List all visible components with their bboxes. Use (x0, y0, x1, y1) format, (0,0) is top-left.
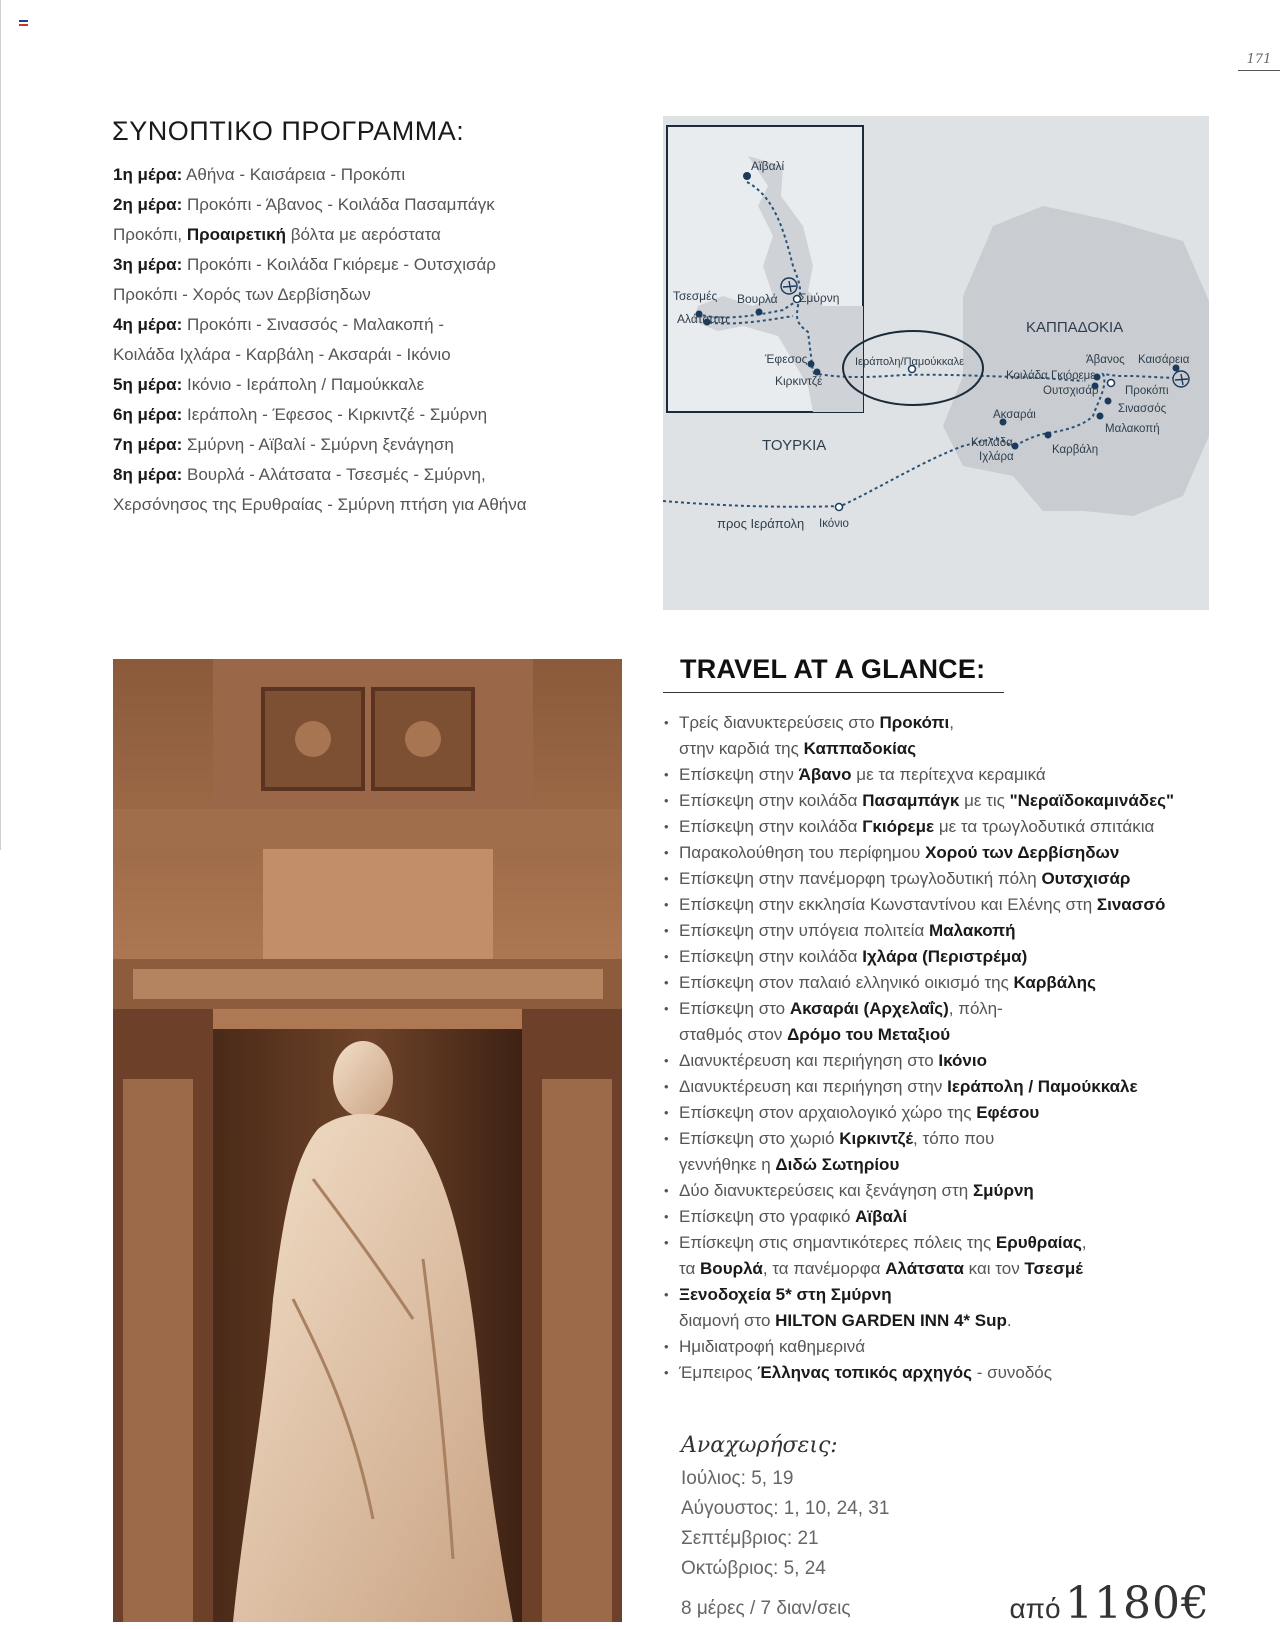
glance-highlight: Ξενοδοχεία 5* στη Σμύρνη (679, 1285, 892, 1304)
glance-text: Επίσκεψη στην εκκλησία Κωνσταντίνου και Ελένης στη (679, 895, 1097, 914)
glance-highlight: Ιεράπολη / Παμούκκαλε (947, 1077, 1138, 1096)
schedule-text: Ιεράπολη - Έφεσος - Κιρκιντζέ - Σμύρνη (182, 405, 488, 424)
label-ixlara-1: Κοιλάδα (971, 437, 1013, 449)
label-malakopi: Μαλακοπή (1105, 423, 1160, 435)
glance-title: TRAVEL AT A GLANCE: (680, 654, 986, 684)
glance-text: Δύο διανυκτερεύσεις και ξενάγηση στη (679, 1181, 973, 1200)
glance-highlight: Χορού των Δερβίσηδων (925, 843, 1120, 862)
label-prokopi: Προκόπι (1125, 385, 1169, 397)
route-map (663, 116, 1209, 610)
glance-item (664, 1204, 1224, 1230)
glance-item (664, 1126, 1224, 1152)
glance-highlight: Έλληνας τοπικός αρχηγός (757, 1363, 972, 1382)
glance-item (664, 1256, 1224, 1282)
schedule-text: Προκόπι - Χορός των Δερβίσηδων (113, 285, 371, 304)
label-aksarai: Ακσαράι (993, 409, 1036, 421)
glance-text: Διανυκτέρευση και περιήγηση στην (679, 1077, 948, 1096)
glance-highlight: Άβανο (798, 765, 852, 784)
departure-line: Οκτώβριος: 5, 24 (681, 1558, 826, 1579)
glance-highlight: Κιρκιντζέ (839, 1129, 914, 1148)
glance-item (664, 944, 1224, 970)
glance-item (664, 1074, 1224, 1100)
glance-text: με τα περίτεχνα κεραμικά (851, 765, 1046, 784)
schedule-day-label: 2η μέρα: (113, 195, 183, 214)
label-kirkintze: Κιρκιντζέ (775, 374, 823, 388)
glance-text: Επίσκεψη στην κοιλάδα (679, 791, 863, 810)
glance-text: Επίσκεψη στις σημαντικότερες πόλεις της (679, 1233, 996, 1252)
departures-title: Αναχωρήσεις: (681, 1433, 838, 1458)
schedule-day-label: 6η μέρα: (113, 405, 183, 424)
price (1009, 1578, 1210, 1629)
glance-item (664, 788, 1224, 814)
schedule-day-label: 4η μέρα: (113, 315, 183, 334)
glance-text: με τα τρωγλοδυτικά σπιτάκια (934, 817, 1155, 836)
glance-text: , (1081, 1233, 1087, 1252)
flag-stripe (19, 24, 28, 26)
statue-photo-art (113, 659, 622, 1622)
glance-text: Επίσκεψη στην κοιλάδα (679, 817, 863, 836)
schedule-text: Αθήνα - Καισάρεια - Προκόπι (182, 165, 406, 184)
schedule-day-label: 1η μέρα: (113, 165, 183, 184)
label-kappadokia: ΚΑΠΠΑΔΟΚΙΑ (1026, 319, 1124, 336)
glance-highlight: Ερυθραίας (995, 1233, 1082, 1252)
glance-text: και τον (963, 1259, 1025, 1278)
schedule-day-label: 5η μέρα: (113, 375, 183, 394)
label-kaisareia: Καισάρεια (1138, 354, 1190, 366)
glance-list (664, 710, 1224, 1386)
glance-item (664, 1100, 1224, 1126)
glance-text: Επίσκεψη στον παλαιό ελληνικό οικισμό της (679, 973, 1014, 992)
label-sinassos: Σινασσός (1118, 403, 1167, 415)
glance-item (664, 1022, 1224, 1048)
glance-text: Επίσκεψη στο χωριό (679, 1129, 840, 1148)
label-smyrni: Σμύρνη (799, 291, 840, 305)
glance-highlight: Διδώ Σωτηρίου (775, 1155, 900, 1174)
glance-highlight: Καρβάλης (1013, 973, 1096, 992)
label-tourkia: ΤΟΥΡΚΙΑ (762, 437, 827, 454)
glance-highlight: "Νεραϊδοκαμινάδες" (1009, 791, 1175, 810)
glance-text: Τρείς διανυκτερεύσεις στο (679, 713, 880, 732)
glance-highlight: Προκόπι (879, 713, 950, 732)
glance-text: γεννήθηκε η (679, 1155, 776, 1174)
glance-highlight: Αϊβαλί (855, 1207, 908, 1226)
label-goreme: Κοιλάδα Γκιόρεμε (1006, 370, 1096, 382)
schedule-line (113, 190, 633, 220)
glance-text: Επίσκεψη στο (679, 999, 790, 1018)
schedule-text: Βουρλά - Αλάτσατα - Τσεσμές - Σμύρνη, (182, 465, 486, 484)
schedule-text: Προκόπι, (113, 225, 187, 244)
glance-text: Επίσκεψη στην πανέμορφη τρωγλοδυτική πόλη (679, 869, 1042, 888)
glance-highlight: HILTON GARDEN INN 4* Sup (775, 1311, 1007, 1330)
glance-highlight: Ιχλάρα (Περιστρέμα) (862, 947, 1028, 966)
label-pros-ierapoli: προς Ιεράπολη (717, 516, 805, 531)
departure-line: Ιούλιος: 5, 19 (681, 1468, 794, 1489)
label-tsesmes: Τσεσμές (673, 289, 718, 303)
label-karvali: Καρβάλη (1052, 444, 1099, 456)
schedule-text: βόλτα με αερόστατα (286, 225, 441, 244)
price-prefix: από (1009, 1593, 1061, 1624)
schedule-day-label: 8η μέρα: (113, 465, 183, 484)
schedule-line (113, 340, 633, 370)
schedule-text: Προκόπι - Άβανος - Κοιλάδα Πασαμπάγκ (182, 195, 495, 214)
glance-text: σταθμός στον (679, 1025, 788, 1044)
schedule-line (113, 280, 633, 310)
glance-item (664, 970, 1224, 996)
glance-text: τα (679, 1259, 701, 1278)
schedule-line (113, 430, 633, 460)
glance-item (664, 892, 1224, 918)
schedule-text: Προκόπι - Κοιλάδα Γκιόρεμε - Ουτσχισάρ (182, 255, 496, 274)
glance-title-rule (663, 692, 1004, 693)
glance-item (664, 866, 1224, 892)
schedule-line (113, 220, 633, 250)
glance-text: Επίσκεψη στην υπόγεια πολιτεία (679, 921, 930, 940)
glance-highlight: Τσεσμέ (1024, 1259, 1083, 1278)
glance-highlight: Βουρλά (700, 1259, 763, 1278)
schedule-text: Κοιλάδα Ιχλάρα - Καρβάλη - Ακσαράι - Ικόνιο (113, 345, 451, 364)
flag-icon (19, 20, 28, 26)
schedule-day-label: 7η μέρα: (113, 435, 183, 454)
glance-highlight: Ικόνιο (938, 1051, 987, 1070)
schedule-line (113, 370, 633, 400)
schedule-day-label: 3η μέρα: (113, 255, 183, 274)
schedule-text: Προκόπι - Σινασσός - Μαλακοπή - (182, 315, 444, 334)
schedule-line (113, 310, 633, 340)
glance-text: Επίσκεψη στο γραφικό (679, 1207, 856, 1226)
schedule-title: ΣΥΝΟΠΤΙΚΟ ΠΡΟΓΡΑΜΜΑ: (112, 116, 465, 146)
glance-highlight: Εφέσου (976, 1103, 1040, 1122)
schedule-line (113, 250, 633, 280)
glance-text: με τις (959, 791, 1010, 810)
glance-text: Επίσκεψη στην κοιλάδα (679, 947, 863, 966)
glance-item (664, 1048, 1224, 1074)
glance-text: - συνοδός (971, 1363, 1052, 1382)
label-alatsata: Αλάτσατα (677, 312, 729, 326)
glance-item (664, 1230, 1224, 1256)
glance-item (664, 1178, 1224, 1204)
label-ixlara-2: Ιχλάρα (979, 451, 1014, 463)
label-avanos: Άβανος (1086, 354, 1125, 366)
glance-item (664, 1152, 1224, 1178)
schedule-text: Σμύρνη - Αϊβαλί - Σμύρνη ξενάγηση (182, 435, 454, 454)
label-efesos: Έφεσος (765, 352, 808, 366)
label-outsxisar: Ουτσχισάρ (1043, 385, 1099, 397)
glance-highlight: Αλάτσατα (885, 1259, 964, 1278)
glance-text: , τα πανέμορφα (762, 1259, 886, 1278)
page-edge-rule (0, 0, 1, 850)
schedule-text: Χερσόνησος της Ερυθραίας - Σμύρνη πτήση για Αθήνα (113, 495, 527, 514)
schedule-text: Ικόνιο - Ιεράπολη / Παμούκκαλε (182, 375, 425, 394)
schedule-list (113, 160, 633, 520)
glance-text: , (949, 713, 954, 732)
glance-highlight: Ακσαράι (Αρχελαΐς) (789, 999, 949, 1018)
departure-line: Αύγουστος: 1, 10, 24, 31 (681, 1498, 890, 1519)
glance-text: Επίσκεψη στην (679, 765, 799, 784)
statue-photo (113, 659, 622, 1622)
glance-item (664, 762, 1224, 788)
glance-highlight: Μαλακοπή (929, 921, 1016, 940)
label-aivali: Αϊβαλί (751, 159, 785, 173)
schedule-highlight: Προαιρετική (186, 225, 286, 244)
glance-text: διαμονή στο (679, 1311, 776, 1330)
glance-highlight: Ουτσχισάρ (1041, 869, 1131, 888)
glance-item (664, 840, 1224, 866)
price-amount: 1180€ (1065, 1578, 1210, 1629)
schedule-line (113, 490, 633, 520)
glance-item (664, 996, 1224, 1022)
glance-highlight: Σινασσό (1096, 895, 1166, 914)
glance-item (664, 736, 1224, 762)
label-ikonio: Ικόνιο (819, 518, 849, 530)
departures-list (681, 1464, 889, 1584)
glance-item (664, 1308, 1224, 1334)
glance-highlight: Δρόμο του Μεταξιού (787, 1025, 951, 1044)
glance-highlight: Γκιόρεμε (862, 817, 935, 836)
glance-highlight: Πασαμπάγκ (862, 791, 960, 810)
glance-item (664, 1282, 1224, 1308)
route-map-svg (663, 116, 1209, 610)
glance-text: . (1006, 1311, 1012, 1330)
label-ierapoli: Ιεράπολη/Παμούκκαλε (855, 356, 964, 368)
glance-item (664, 1360, 1224, 1386)
glance-item (664, 814, 1224, 840)
glance-highlight: Καππαδοκίας (803, 739, 917, 758)
glance-text: Παρακολούθηση του περίφημου (679, 843, 926, 862)
glance-text: Ημιδιατροφή καθημερινά (679, 1337, 866, 1356)
glance-text: , πόλη- (948, 999, 1003, 1018)
label-vourla: Βουρλά (737, 292, 778, 306)
trip-duration: 8 μέρες / 7 διαν/σεις (681, 1598, 851, 1619)
glance-highlight: Σμύρνη (972, 1181, 1034, 1200)
glance-text: , τόπο που (913, 1129, 995, 1148)
departure-line: Σεπτέμβριος: 21 (681, 1528, 819, 1549)
page-number: 171 (1238, 52, 1280, 71)
glance-text: Διανυκτέρευση και περιήγηση στο (679, 1051, 939, 1070)
glance-item (664, 1334, 1224, 1360)
glance-item (664, 918, 1224, 944)
schedule-line (113, 460, 633, 490)
schedule-line (113, 400, 633, 430)
schedule-line (113, 160, 633, 190)
glance-item (664, 710, 1224, 736)
glance-text: Επίσκεψη στον αρχαιολογικό χώρο της (679, 1103, 977, 1122)
glance-text: Έμπειρος (679, 1363, 758, 1382)
glance-text: στην καρδιά της (679, 739, 804, 758)
